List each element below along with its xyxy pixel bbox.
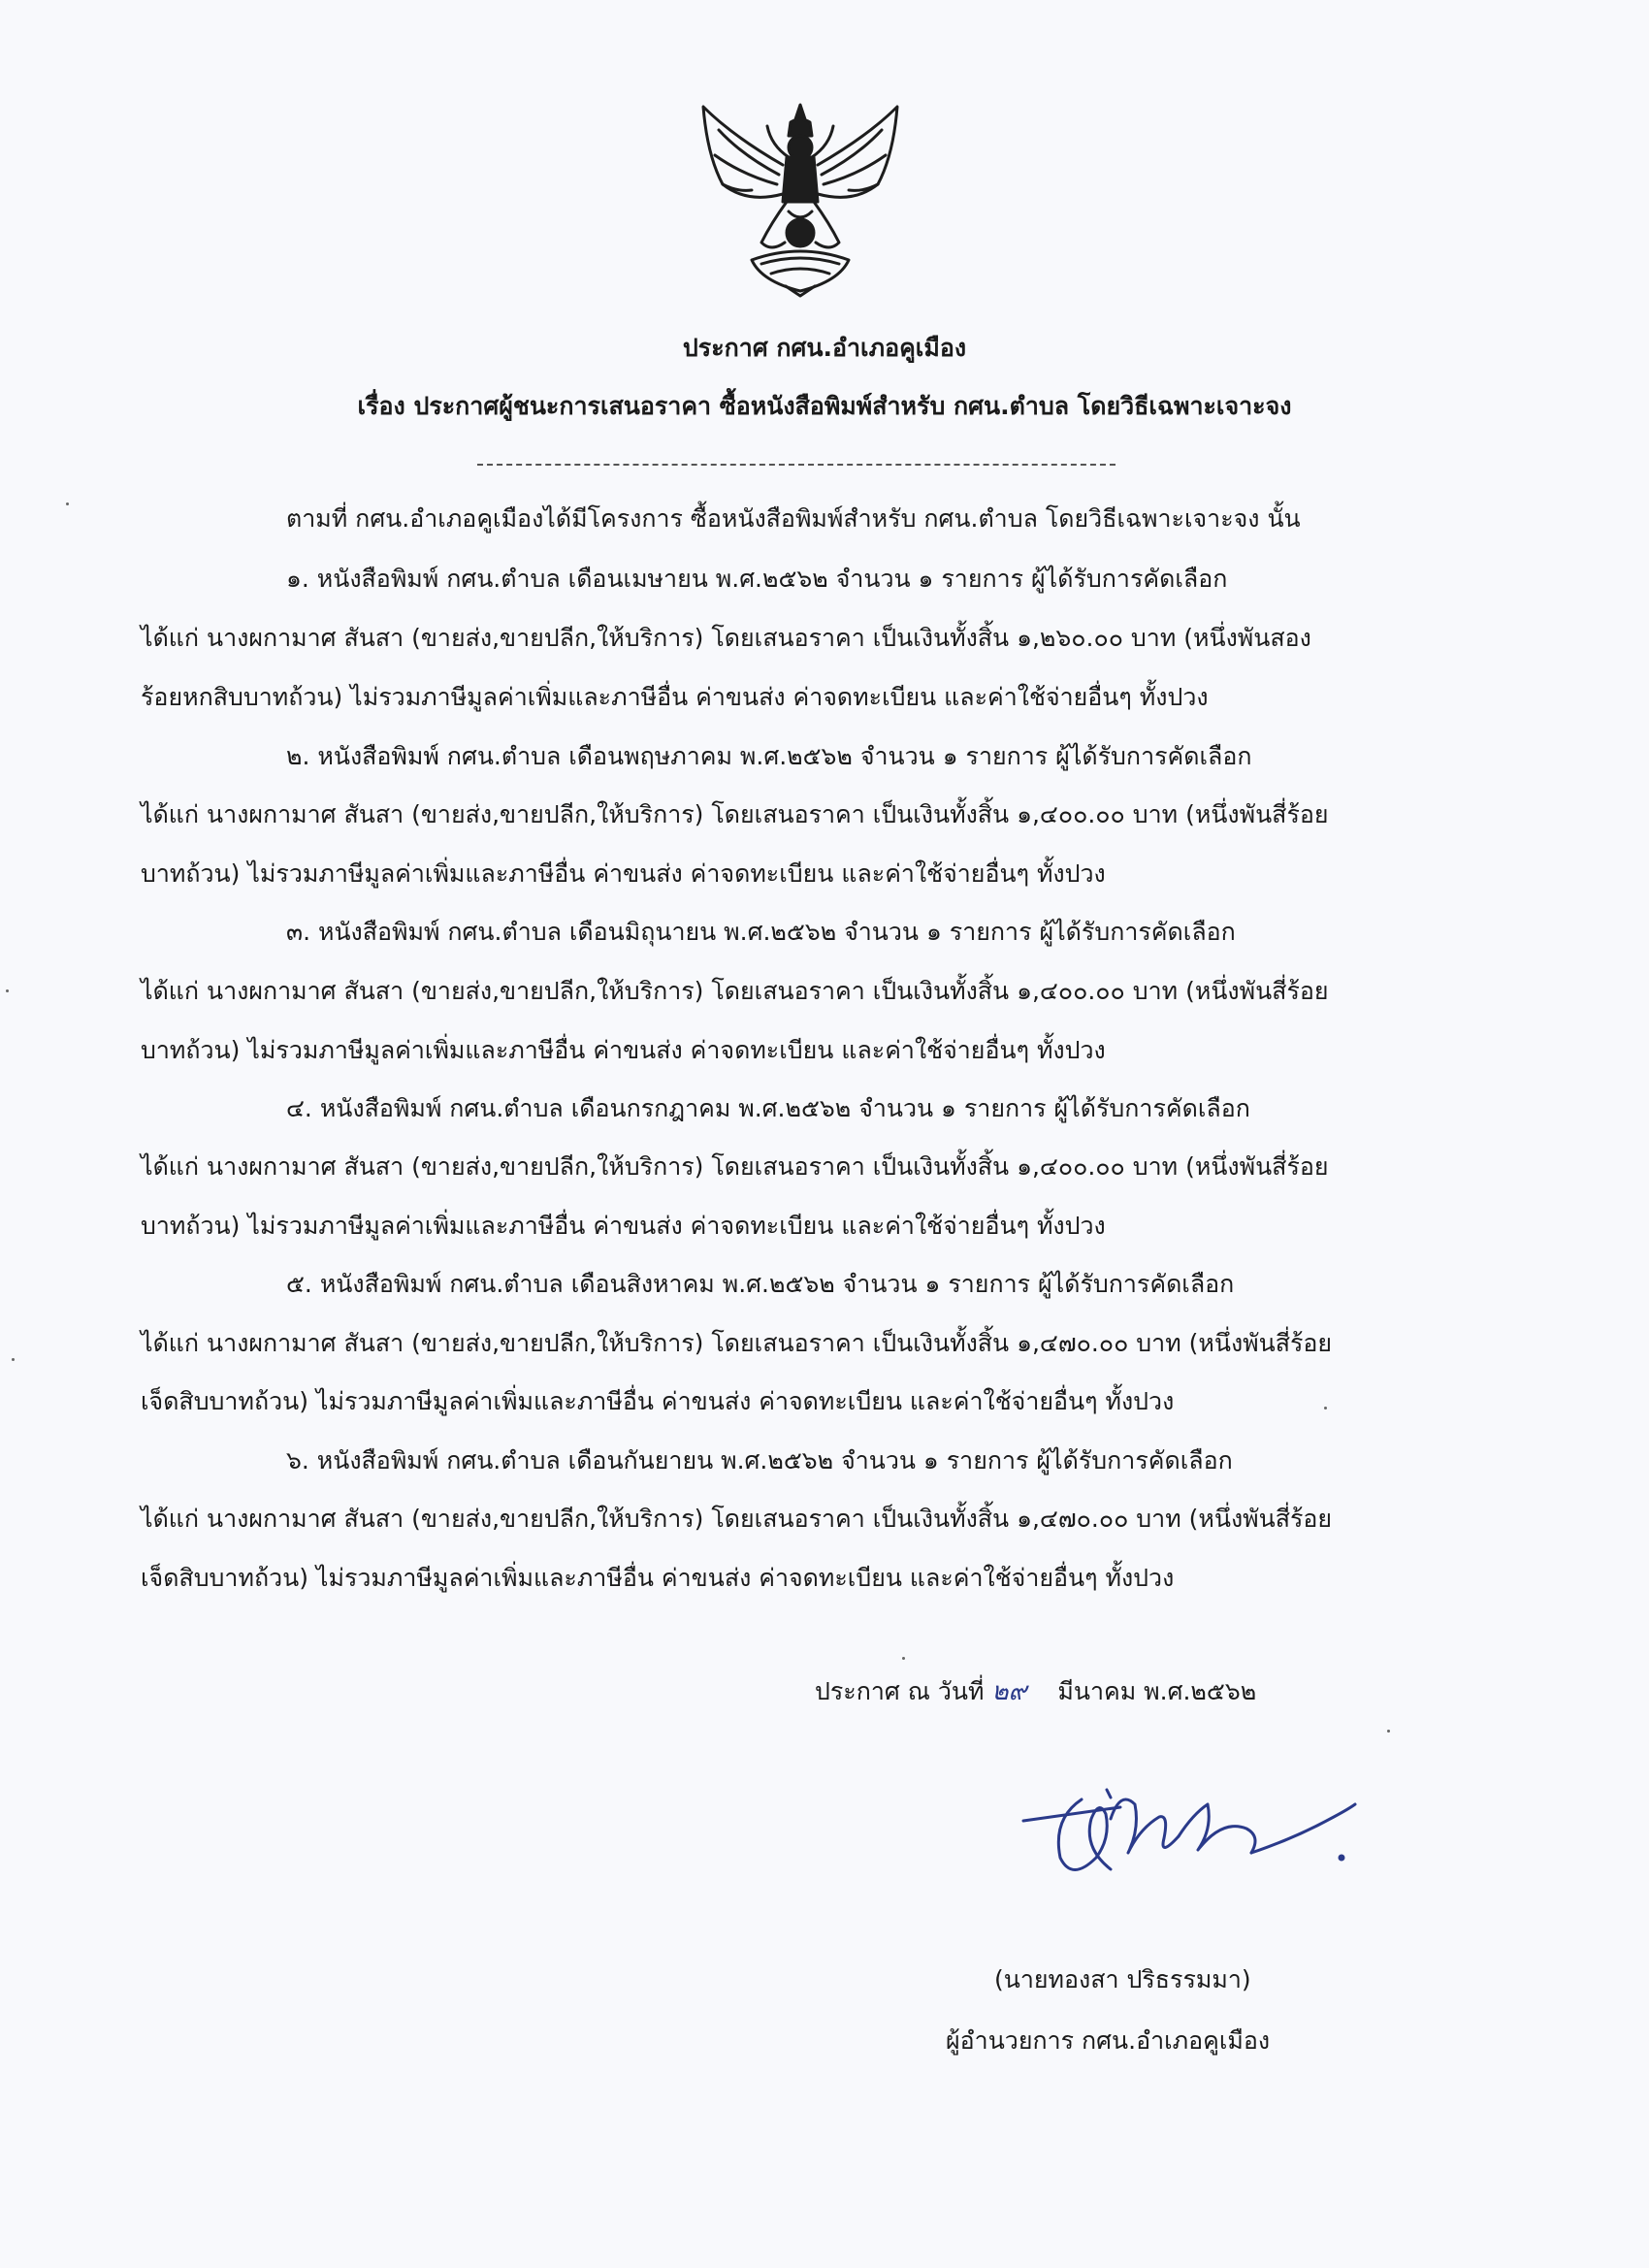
announcement-date <box>815 1675 1256 1708</box>
item-1-line-2: ได้แก่ นางผกามาศ สันสา (ขายส่ง,ขายปลีก,ให้บริการ) โดยเสนอราคา เป็นเงินทั้งสิ้น ๑,๒๖๐.๐๐ บาท (หนึ่งพันสอง <box>141 624 1311 652</box>
item-5-line-3: เจ็ดสิบบาทถ้วน) ไม่รวมภาษีมูลค่าเพิ่มและภาษีอื่น ค่าขนส่ง ค่าจดทะเบียน และค่าใช้จ่ายอื่นๆ ทั้งปวง <box>141 1387 1175 1415</box>
item-2-line-1: ๒. หนังสือพิมพ์ กศน.ตำบล เดือนพฤษภาคม พ.ศ.๒๕๖๒ จำนวน ๑ รายการ ผู้ได้รับการคัดเลือก <box>286 742 1252 770</box>
item-5-line-2: ได้แก่ นางผกามาศ สันสา (ขายส่ง,ขายปลีก,ให้บริการ) โดยเสนอราคา เป็นเงินทั้งสิ้น ๑,๔๗๐.๐๐ บาท (หนึ่งพันสี่ร้อย <box>141 1329 1333 1357</box>
garuda-emblem-icon <box>694 97 907 301</box>
handwritten-signature <box>1014 1761 1382 1906</box>
date-prefix: ประกาศ ณ วันที่ <box>815 1677 985 1705</box>
signer-name: (นายทองสา ปริธรรมมา) <box>994 1965 1251 1993</box>
signer-position: ผู้อำนวยการ กศน.อำเภอคูเมือง <box>946 2026 1271 2055</box>
item-1-line-1: ๑. หนังสือพิมพ์ กศน.ตำบล เดือนเมษายน พ.ศ.๒๕๖๒ จำนวน ๑ รายการ ผู้ได้รับการคัดเลือก <box>286 565 1228 593</box>
scan-speck <box>1324 1407 1327 1409</box>
document-title: ประกาศ กศน.อำเภอคูเมือง <box>682 334 967 362</box>
item-5-line-1: ๕. หนังสือพิมพ์ กศน.ตำบล เดือนสิงหาคม พ.ศ.๒๕๖๒ จำนวน ๑ รายการ ผู้ได้รับการคัดเลือก <box>286 1270 1235 1298</box>
document-subject: เรื่อง ประกาศผู้ชนะการเสนอราคา ซื้อหนังสือพิมพ์สำหรับ กศน.ตำบล โดยวิธีเฉพาะเจาะจง <box>357 392 1292 420</box>
scan-speck <box>902 1657 905 1660</box>
date-month-year: มีนาคม พ.ศ.๒๕๖๒ <box>1057 1677 1257 1705</box>
date-day-handwritten: ๒๙ <box>991 1677 1027 1706</box>
item-2-line-3: บาทถ้วน) ไม่รวมภาษีมูลค่าเพิ่มและภาษีอื่น ค่าขนส่ง ค่าจดทะเบียน และค่าใช้จ่ายอื่นๆ ทั้งปวง <box>141 859 1106 888</box>
scan-speck <box>12 1358 15 1361</box>
item-4-line-2: ได้แก่ นางผกามาศ สันสา (ขายส่ง,ขายปลีก,ให้บริการ) โดยเสนอราคา เป็นเงินทั้งสิ้น ๑,๔๐๐.๐๐ บาท (หนึ่งพันสี่ร้อย <box>141 1152 1329 1181</box>
item-2-line-2: ได้แก่ นางผกามาศ สันสา (ขายส่ง,ขายปลีก,ให้บริการ) โดยเสนอราคา เป็นเงินทั้งสิ้น ๑,๔๐๐.๐๐ บาท (หนึ่งพันสี่ร้อย <box>141 800 1329 828</box>
item-6-line-3: เจ็ดสิบบาทถ้วน) ไม่รวมภาษีมูลค่าเพิ่มและภาษีอื่น ค่าขนส่ง ค่าจดทะเบียน และค่าใช้จ่ายอื่นๆ ทั้งปวง <box>141 1564 1175 1592</box>
item-3-line-3: บาทถ้วน) ไม่รวมภาษีมูลค่าเพิ่มและภาษีอื่น ค่าขนส่ง ค่าจดทะเบียน และค่าใช้จ่ายอื่นๆ ทั้งปวง <box>141 1036 1106 1064</box>
item-4-line-3: บาทถ้วน) ไม่รวมภาษีมูลค่าเพิ่มและภาษีอื่น ค่าขนส่ง ค่าจดทะเบียน และค่าใช้จ่ายอื่นๆ ทั้งปวง <box>141 1212 1106 1240</box>
item-1-line-3: ร้อยหกสิบบาทถ้วน) ไม่รวมภาษีมูลค่าเพิ่มและภาษีอื่น ค่าขนส่ง ค่าจดทะเบียน และค่าใช้จ่ายอื่นๆ ทั้งปวง <box>141 683 1209 711</box>
title-divider <box>477 464 1116 466</box>
item-3-line-1: ๓. หนังสือพิมพ์ กศน.ตำบล เดือนมิถุนายน พ.ศ.๒๕๖๒ จำนวน ๑ รายการ ผู้ได้รับการคัดเลือก <box>286 918 1236 946</box>
item-4-line-1: ๔. หนังสือพิมพ์ กศน.ตำบล เดือนกรกฎาคม พ.ศ.๒๕๖๒ จำนวน ๑ รายการ ผู้ได้รับการคัดเลือก <box>286 1094 1250 1122</box>
item-3-line-2: ได้แก่ นางผกามาศ สันสา (ขายส่ง,ขายปลีก,ให้บริการ) โดยเสนอราคา เป็นเงินทั้งสิ้น ๑,๔๐๐.๐๐ บาท (หนึ่งพันสี่ร้อย <box>141 977 1329 1005</box>
scan-speck <box>1387 1730 1390 1733</box>
item-6-line-1: ๖. หนังสือพิมพ์ กศน.ตำบล เดือนกันยายน พ.ศ.๒๕๖๒ จำนวน ๑ รายการ ผู้ได้รับการคัดเลือก <box>286 1446 1233 1474</box>
intro-paragraph: ตามที่ กศน.อำเภอคูเมืองได้มีโครงการ ซื้อหนังสือพิมพ์สำหรับ กศน.ตำบล โดยวิธีเฉพาะเจาะจง นั้น <box>286 504 1301 533</box>
scan-speck <box>66 502 69 505</box>
scan-speck <box>6 989 9 992</box>
item-6-line-2: ได้แก่ นางผกามาศ สันสา (ขายส่ง,ขายปลีก,ให้บริการ) โดยเสนอราคา เป็นเงินทั้งสิ้น ๑,๔๗๐.๐๐ บาท (หนึ่งพันสี่ร้อย <box>141 1505 1333 1533</box>
